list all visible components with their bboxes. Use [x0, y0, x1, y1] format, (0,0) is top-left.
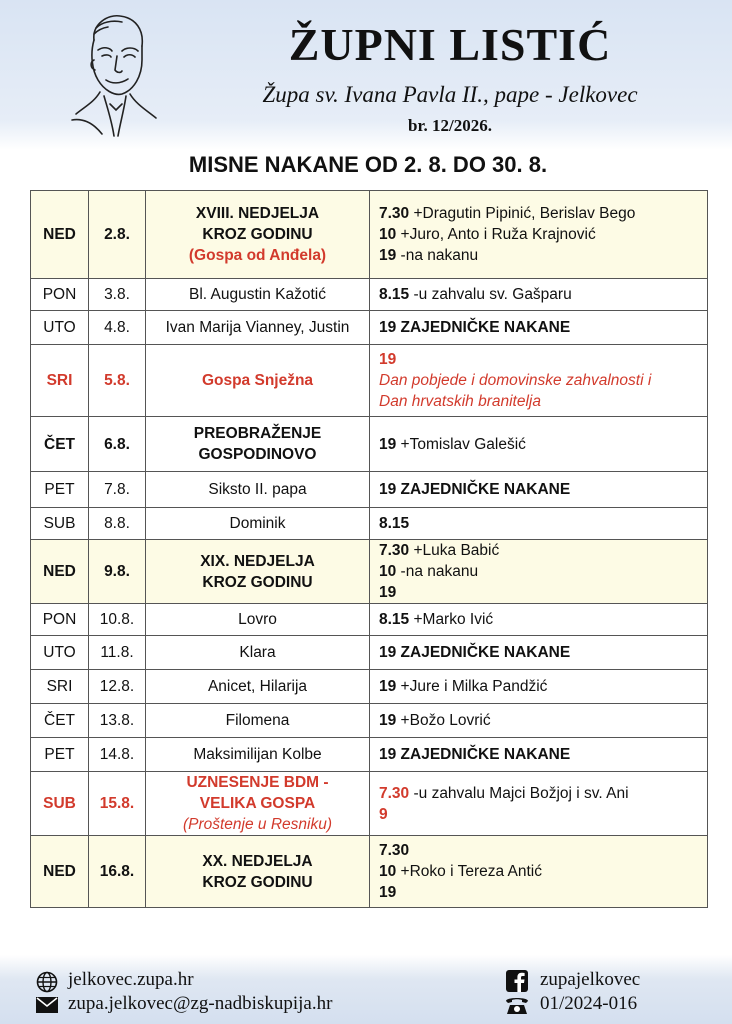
mass-intention: +Jure i Milka Pandžić	[396, 678, 548, 695]
saint-line: KROZ GODINU	[202, 573, 313, 591]
table-row	[31, 772, 708, 836]
table-row	[31, 540, 708, 604]
date-cell: 7.8.	[89, 472, 146, 508]
mass-time: 10	[379, 226, 397, 243]
saint-line: Ivan Marija Vianney, Justin	[165, 319, 350, 336]
day-cell: ČET	[31, 417, 89, 472]
table-row	[31, 279, 708, 311]
mass-line	[379, 676, 701, 697]
mass-line	[379, 203, 701, 224]
mass-intention: -na nakanu	[396, 247, 479, 264]
mass-cell	[370, 540, 708, 604]
website-link[interactable]: jelkovec.zupa.hr	[68, 969, 194, 990]
mass-line	[379, 513, 701, 534]
day-cell: PET	[31, 472, 89, 508]
mass-time: 19	[379, 584, 397, 601]
mass-line	[379, 224, 701, 245]
table-row	[31, 191, 708, 279]
saint-cell	[146, 417, 370, 472]
mass-cell	[370, 508, 708, 540]
mass-line	[379, 642, 701, 663]
mass-cell	[370, 704, 708, 738]
portrait-drawing	[64, 10, 164, 138]
issue-number: br. 12/2026.	[408, 116, 492, 135]
mass-intention: +Dragutin Pipinić, Berislav Bego	[409, 205, 636, 222]
day-cell: PON	[31, 279, 89, 311]
saint-cell	[146, 836, 370, 908]
date-cell: 5.8.	[89, 345, 146, 417]
mass-time: 8.15	[379, 515, 410, 532]
saint-line: Siksto II. papa	[208, 481, 307, 498]
saint-cell	[146, 738, 370, 772]
mass-line	[379, 349, 701, 370]
mass-cell	[370, 472, 708, 508]
mass-line	[379, 479, 701, 500]
saint-line: Maksimilijan Kolbe	[193, 746, 322, 763]
mass-line	[379, 804, 701, 825]
mass-intention: -u zahvalu sv. Gašparu	[409, 286, 572, 303]
mass-time: 10	[379, 563, 397, 580]
mass-time: 7.30	[379, 784, 410, 802]
mass-line	[379, 882, 701, 903]
mass-intention: +Marko Ivić	[409, 611, 494, 628]
mass-intention: +Luka Babić	[409, 542, 500, 559]
globe-icon	[36, 971, 58, 993]
mass-intention: -na nakanu	[396, 563, 479, 580]
mass-line	[379, 609, 701, 630]
mass-cell	[370, 311, 708, 345]
facebook-icon	[506, 970, 528, 992]
date-cell: 8.8.	[89, 508, 146, 540]
day-cell: UTO	[31, 311, 89, 345]
saint-line: Bl. Augustin Kažotić	[189, 286, 326, 303]
mass-line	[379, 434, 701, 455]
facebook-handle[interactable]: zupajelkovec	[540, 969, 641, 990]
mass-line	[379, 582, 701, 603]
mass-time: 9	[379, 805, 388, 823]
table-row	[31, 670, 708, 704]
header-banner	[0, 0, 732, 150]
saint-line: (Gospa od Anđela)	[188, 247, 327, 264]
date-cell: 4.8.	[89, 311, 146, 345]
phone-icon	[504, 995, 530, 1015]
mass-cell	[370, 636, 708, 670]
mass-time: 19	[379, 712, 397, 729]
email-link[interactable]: zupa.jelkovec@zg-nadbiskupija.hr	[68, 993, 333, 1014]
saint-line: Gospa Snježna	[201, 372, 314, 389]
mass-time: 19 ZAJEDNIČKE NAKANE	[379, 644, 571, 661]
mass-line	[379, 317, 701, 338]
mass-line	[379, 710, 701, 731]
saint-cell	[146, 311, 370, 345]
day-cell: SRI	[31, 345, 89, 417]
mass-cell	[370, 836, 708, 908]
table-row	[31, 704, 708, 738]
saint-line: Anicet, Hilarija	[207, 678, 308, 695]
saint-cell	[146, 604, 370, 636]
mass-cell	[370, 417, 708, 472]
phone-number[interactable]: 01/2024-016	[540, 993, 638, 1014]
mass-time: 19 ZAJEDNIČKE NAKANE	[379, 746, 571, 763]
mass-time: 7.30	[379, 542, 410, 559]
saint-cell	[146, 279, 370, 311]
mass-time: 7.30	[379, 842, 410, 859]
table-row	[31, 311, 708, 345]
saint-cell	[146, 772, 370, 836]
mass-time: 19 ZAJEDNIČKE NAKANE	[379, 481, 571, 498]
mass-time: 7.30	[379, 205, 410, 222]
mass-line	[379, 561, 701, 582]
mass-line	[379, 284, 701, 305]
table-row	[31, 417, 708, 472]
date-cell: 11.8.	[89, 636, 146, 670]
date-cell: 3.8.	[89, 279, 146, 311]
mass-cell	[370, 191, 708, 279]
saint-line: GOSPODINOVO	[198, 446, 317, 463]
mass-line	[379, 783, 701, 804]
day-cell: NED	[31, 540, 89, 604]
saint-line: XX. NEDJELJA	[202, 852, 313, 870]
mass-time: 19	[379, 884, 397, 901]
mass-line	[379, 540, 701, 561]
mass-time: 19 ZAJEDNIČKE NAKANE	[379, 319, 571, 336]
mass-cell	[370, 345, 708, 417]
mass-time: 19	[379, 678, 397, 695]
footer	[0, 955, 732, 1024]
mail-icon	[36, 997, 58, 1013]
day-cell: PET	[31, 738, 89, 772]
date-cell: 9.8.	[89, 540, 146, 604]
date-cell: 2.8.	[89, 191, 146, 279]
date-cell: 16.8.	[89, 836, 146, 908]
day-cell: NED	[31, 191, 89, 279]
table-row	[31, 604, 708, 636]
mass-time: 19	[379, 351, 397, 368]
day-cell: SRI	[31, 670, 89, 704]
day-cell: SUB	[31, 772, 89, 836]
section-heading: MISNE NAKANE OD 2. 8. DO 30. 8.	[188, 152, 548, 177]
saint-line: Filomena	[225, 712, 290, 729]
table-row	[31, 738, 708, 772]
mass-intention: Dan hrvatskih branitelja	[379, 393, 541, 410]
parish-subtitle: Župa sv. Ivana Pavla II., pape - Jelkovec	[262, 82, 638, 107]
mass-time: 8.15	[379, 286, 410, 303]
saint-line: XIX. NEDJELJA	[200, 552, 315, 570]
saint-cell	[146, 472, 370, 508]
mass-line	[379, 744, 701, 765]
mass-cell	[370, 670, 708, 704]
saint-cell	[146, 540, 370, 604]
bulletin-title: ŽUPNI LISTIĆ	[288, 19, 612, 70]
table-row	[31, 472, 708, 508]
saint-cell	[146, 191, 370, 279]
day-cell: NED	[31, 836, 89, 908]
table-row	[31, 508, 708, 540]
mass-intention: +Juro, Anto i Ruža Krajnović	[396, 226, 596, 243]
saint-cell	[146, 508, 370, 540]
mass-line	[379, 370, 701, 391]
saint-cell	[146, 636, 370, 670]
mass-line	[379, 840, 701, 861]
table-row	[31, 836, 708, 908]
day-cell: UTO	[31, 636, 89, 670]
saint-line: Dominik	[229, 515, 286, 532]
mass-time: 19	[379, 435, 397, 453]
date-cell: 14.8.	[89, 738, 146, 772]
date-cell: 12.8.	[89, 670, 146, 704]
mass-intention: -u zahvalu Majci Božjoj i sv. Ani	[409, 784, 629, 802]
saint-line: UZNESENJE BDM -	[186, 774, 329, 791]
mass-cell	[370, 604, 708, 636]
saint-line: PREOBRAŽENJE	[193, 425, 322, 442]
table-row	[31, 636, 708, 670]
mass-intentions-table	[30, 190, 708, 908]
mass-cell	[370, 772, 708, 836]
saint-line: XVIII. NEDJELJA	[195, 205, 320, 222]
day-cell: PON	[31, 604, 89, 636]
saint-cell	[146, 704, 370, 738]
saint-line: VELIKA GOSPA	[199, 795, 316, 812]
saint-line: (Proštenje u Resniku)	[182, 816, 333, 833]
mass-line	[379, 861, 701, 882]
day-cell: ČET	[31, 704, 89, 738]
saint-cell	[146, 670, 370, 704]
date-cell: 15.8.	[89, 772, 146, 836]
date-cell: 13.8.	[89, 704, 146, 738]
saint-line: Lovro	[238, 611, 277, 628]
saint-line: Klara	[239, 644, 276, 661]
mass-time: 19	[379, 247, 397, 264]
mass-cell	[370, 279, 708, 311]
mass-line	[379, 391, 701, 412]
date-cell: 10.8.	[89, 604, 146, 636]
mass-intention: +Božo Lovrić	[396, 712, 491, 729]
saint-line: KROZ GODINU	[202, 226, 313, 243]
mass-time: 10	[379, 863, 397, 880]
table-row	[31, 345, 708, 417]
day-cell: SUB	[31, 508, 89, 540]
saint-line: KROZ GODINU	[202, 873, 313, 891]
mass-line	[379, 245, 701, 266]
date-cell: 6.8.	[89, 417, 146, 472]
mass-intention: +Tomislav Galešić	[396, 435, 526, 453]
mass-time: 8.15	[379, 611, 410, 628]
saint-cell	[146, 345, 370, 417]
mass-intention: +Roko i Tereza Antić	[396, 863, 543, 880]
mass-intention: Dan pobjede i domovinske zahvalnosti i	[379, 372, 652, 389]
mass-cell	[370, 738, 708, 772]
